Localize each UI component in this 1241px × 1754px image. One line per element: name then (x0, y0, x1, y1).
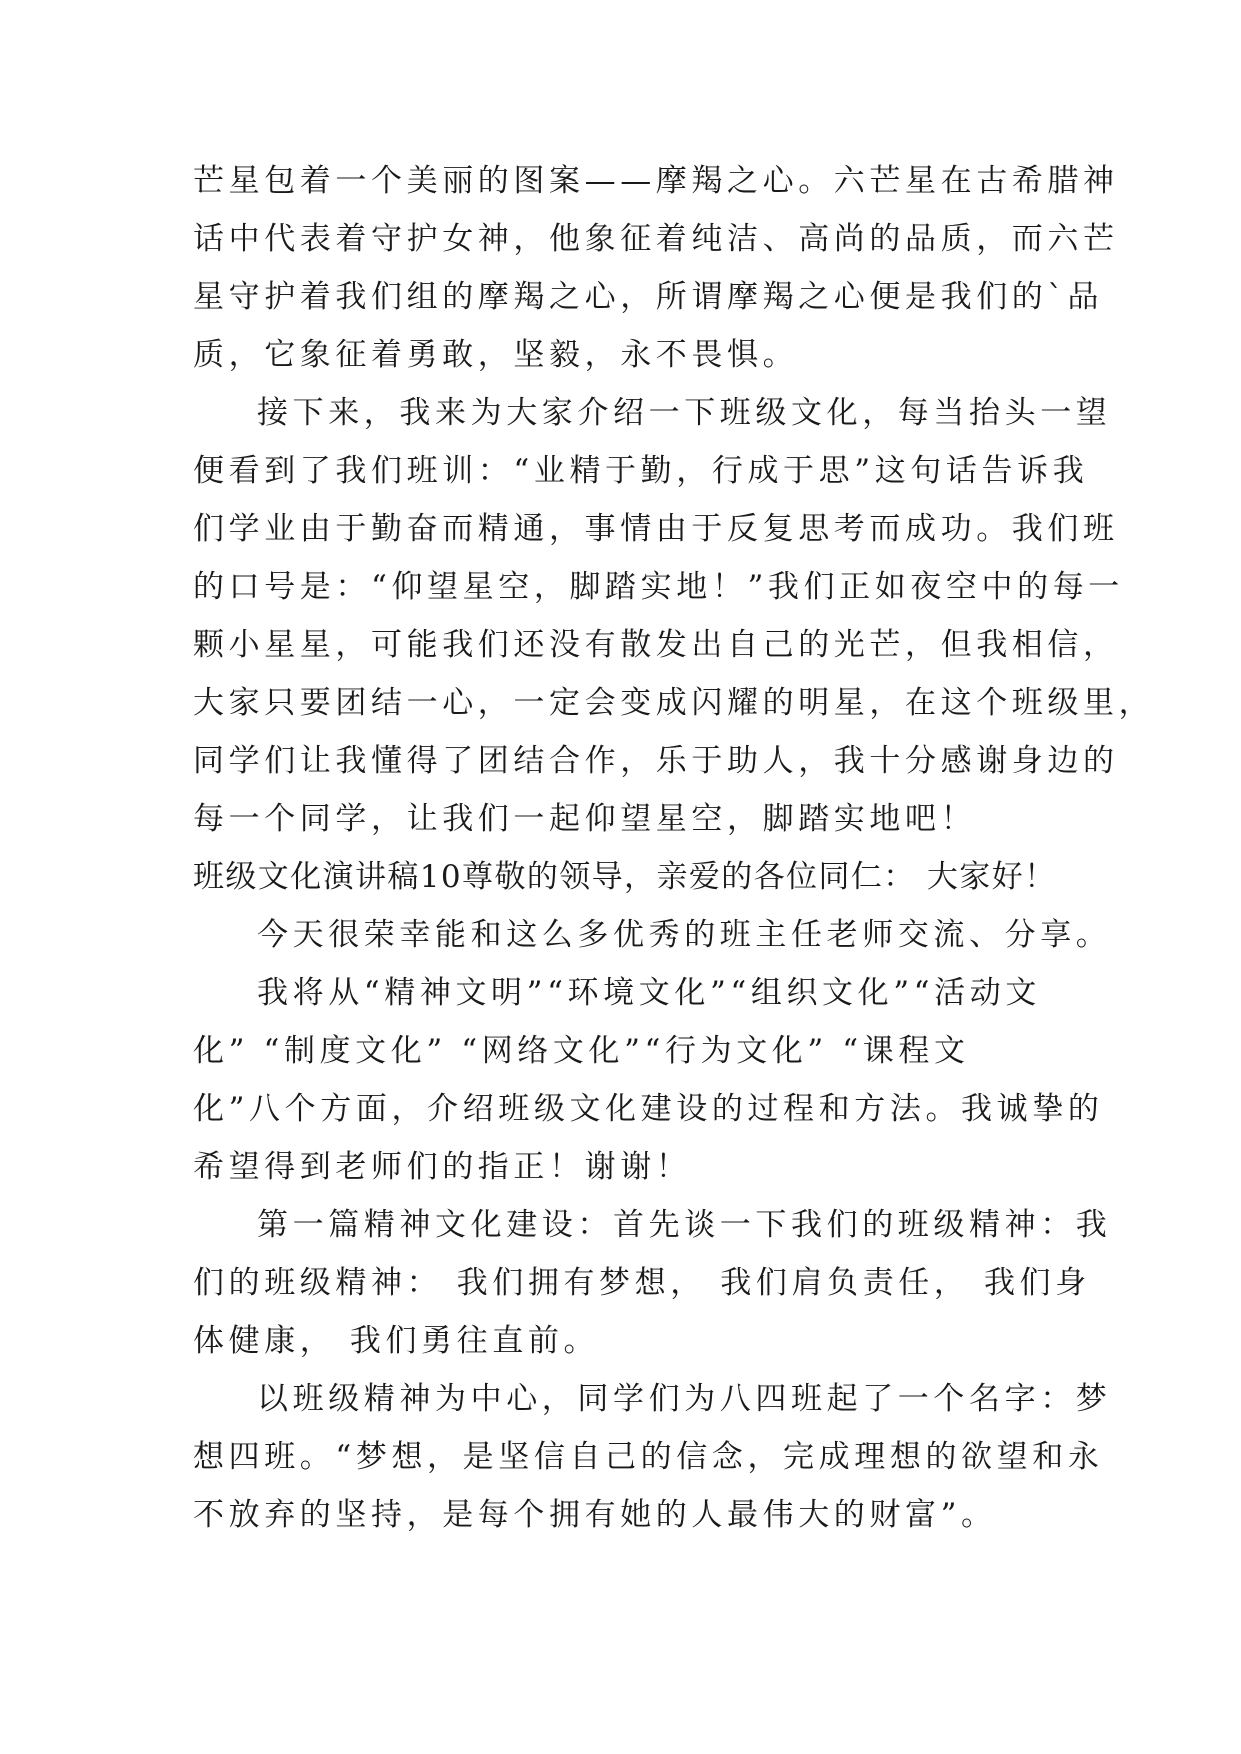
text-line: 希望得到老师们的指正！谢谢！ (193, 1149, 692, 1185)
text-line: 星守护着我们组的摩羯之心，所谓摩羯之心便是我们的`品 (193, 279, 1104, 315)
paragraph-start-line: 接下来，我来为大家介绍一下班级文化，每当抬头一望 (257, 395, 1112, 431)
text-line: 不放弃的坚持，是每个拥有她的人最伟大的财富”。 (193, 1497, 997, 1533)
text-line: 体健康， 我们勇往直前。 (193, 1323, 600, 1359)
text-line: 质，它象征着勇敢，坚毅，永不畏惧。 (193, 337, 799, 373)
text-line: 便看到了我们班训：“业精于勤，行成于思”这句话告诉我 (193, 453, 1089, 489)
text-line: 同学们让我懂得了团结合作，乐于助人，我十分感谢身边的 (193, 743, 1119, 779)
text-line: 化”八个方面，介绍班级文化建设的过程和方法。我诚挚的 (193, 1091, 1104, 1127)
text-line: 颗小星星，可能我们还没有散发出自己的光芒，但我相信， (193, 627, 1119, 663)
paragraph-start-line: 第一篇精神文化建设：首先谈一下我们的班级精神：我 (257, 1207, 1112, 1243)
document-body (193, 152, 1155, 1544)
text-line: 的口号是：“仰望星空，脚踏实地！”我们正如夜空中的每一 (193, 569, 1124, 605)
text-line: 话中代表着守护女神，他象征着纯洁、高尚的品质，而六芒 (193, 221, 1119, 257)
paragraph-start-line: 今天很荣幸能和这么多优秀的班主任老师交流、分享。 (257, 917, 1112, 953)
paragraph-start-line: 以班级精神为中心，同学们为八四班起了一个名字：梦 (257, 1381, 1112, 1417)
text-line: 大家只要团结一心，一定会变成闪耀的明星，在这个班级里， (193, 685, 1155, 721)
text-line: 想四班。“梦想，是坚信自己的信念，完成理想的欲望和永 (193, 1439, 1104, 1475)
section-heading-line: 班级文化演讲稿10尊敬的领导，亲爱的各位同仁： 大家好！ (193, 859, 1057, 895)
text-line: 每一个同学，让我们一起仰望星空，脚踏实地吧！ (193, 801, 977, 837)
text-line: 化” “制度文化” “网络文化”“行为文化” “课程文 (193, 1033, 970, 1069)
text-line: 们的班级精神： 我们拥有梦想， 我们肩负责任， 我们身 (193, 1265, 1091, 1301)
paragraph-start-line: 我将从“精神文明”“环境文化”“组织文化”“活动文 (257, 975, 1041, 1011)
text-line: 们学业由于勤奋而精通，事情由于反复思考而成功。我们班 (193, 511, 1119, 547)
text-line: 芒星包着一个美丽的图案——摩羯之心。六芒星在古希腊神 (193, 163, 1119, 199)
